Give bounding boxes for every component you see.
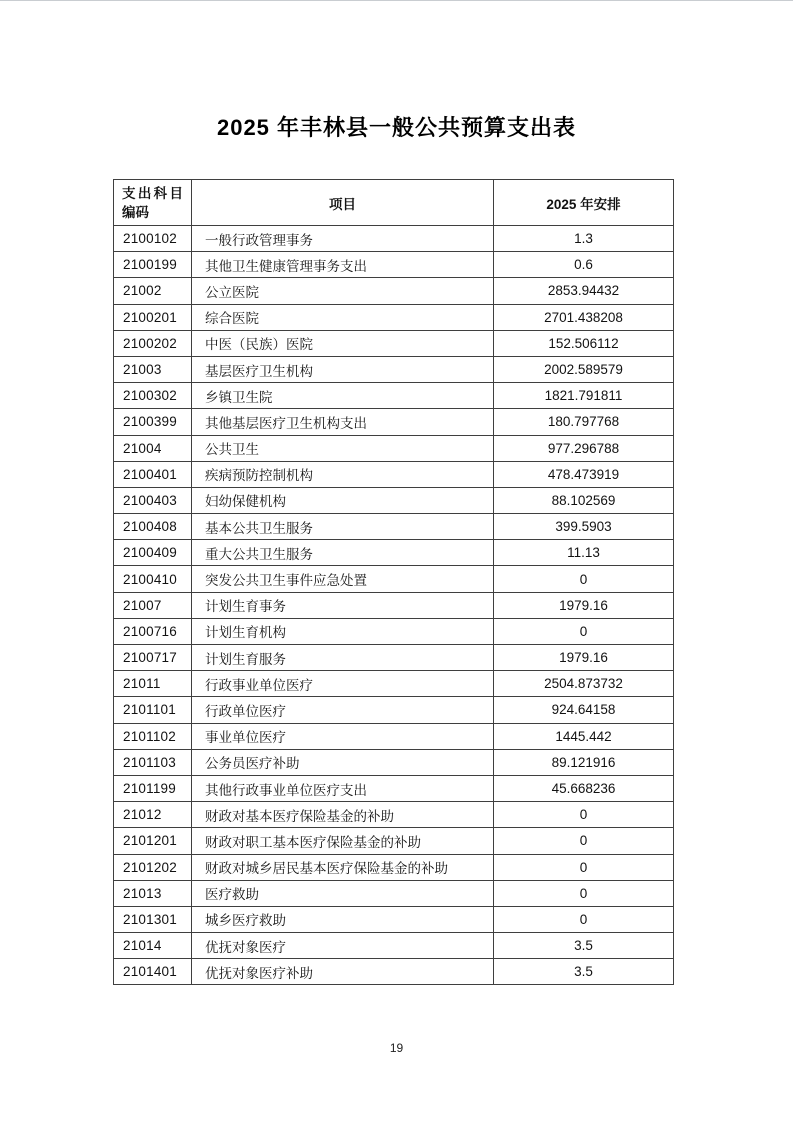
cell-expenditure-code: 2100409: [114, 540, 192, 566]
table-row: [114, 409, 674, 435]
cell-expenditure-code: 2100403: [114, 487, 192, 513]
cell-expenditure-code: 2101201: [114, 828, 192, 854]
cell-item: 其他基层医疗卫生机构支出: [192, 409, 494, 435]
cell-amount: 89.121916: [494, 749, 674, 775]
cell-item: 公共卫生: [192, 435, 494, 461]
cell-item: 基本公共卫生服务: [192, 514, 494, 540]
table-row: [114, 645, 674, 671]
table-row: [114, 880, 674, 906]
cell-item: 事业单位医疗: [192, 723, 494, 749]
table-row: [114, 566, 674, 592]
cell-expenditure-code: 21013: [114, 880, 192, 906]
table-row: [114, 775, 674, 801]
cell-item: 综合医院: [192, 304, 494, 330]
table-row: [114, 933, 674, 959]
cell-expenditure-code: 2101102: [114, 723, 192, 749]
cell-item: 乡镇卫生院: [192, 383, 494, 409]
cell-item: 优抚对象医疗: [192, 933, 494, 959]
table-row: [114, 540, 674, 566]
table-row: [114, 383, 674, 409]
cell-expenditure-code: 21014: [114, 933, 192, 959]
page-number: 19: [389, 1041, 404, 1055]
cell-expenditure-code: 21011: [114, 671, 192, 697]
cell-expenditure-code: 2100410: [114, 566, 192, 592]
table-row: [114, 278, 674, 304]
cell-amount: 3.5: [494, 933, 674, 959]
cell-expenditure-code: 2100302: [114, 383, 192, 409]
cell-amount: 478.473919: [494, 461, 674, 487]
cell-amount: 0: [494, 802, 674, 828]
cell-item: 城乡医疗救助: [192, 906, 494, 932]
cell-amount: 0: [494, 566, 674, 592]
header-amount-2025: 2025 年安排: [494, 180, 674, 226]
cell-expenditure-code: 2100716: [114, 618, 192, 644]
cell-amount: 977.296788: [494, 435, 674, 461]
cell-expenditure-code: 2100399: [114, 409, 192, 435]
cell-item: 财政对基本医疗保险基金的补助: [192, 802, 494, 828]
cell-amount: 0: [494, 618, 674, 644]
cell-amount: 0: [494, 880, 674, 906]
cell-item: 计划生育事务: [192, 592, 494, 618]
table-row: [114, 304, 674, 330]
cell-amount: 2002.589579: [494, 356, 674, 382]
table-row: [114, 854, 674, 880]
table-row: [114, 461, 674, 487]
table-row: [114, 487, 674, 513]
table-row: [114, 671, 674, 697]
cell-expenditure-code: 2100401: [114, 461, 192, 487]
header-expenditure-code-line1: 支出科目: [122, 185, 183, 201]
cell-amount: 1445.442: [494, 723, 674, 749]
cell-expenditure-code: 21012: [114, 802, 192, 828]
budget-table: [113, 179, 674, 985]
cell-amount: 399.5903: [494, 514, 674, 540]
table-row: [114, 749, 674, 775]
cell-item: 疾病预防控制机构: [192, 461, 494, 487]
cell-item: 财政对城乡居民基本医疗保险基金的补助: [192, 854, 494, 880]
table-row: [114, 906, 674, 932]
cell-item: 其他卫生健康管理事务支出: [192, 252, 494, 278]
cell-item: 优抚对象医疗补助: [192, 959, 494, 985]
cell-amount: 152.506112: [494, 330, 674, 356]
cell-item: 重大公共卫生服务: [192, 540, 494, 566]
cell-item: 突发公共卫生事件应急处置: [192, 566, 494, 592]
cell-amount: 0.6: [494, 252, 674, 278]
table-row: [114, 618, 674, 644]
cell-amount: 1821.791811: [494, 383, 674, 409]
cell-item: 基层医疗卫生机构: [192, 356, 494, 382]
header-expenditure-code: [114, 180, 192, 226]
cell-expenditure-code: 2100202: [114, 330, 192, 356]
table-row: [114, 828, 674, 854]
cell-amount: 45.668236: [494, 775, 674, 801]
table-row: [114, 435, 674, 461]
page-title: 2025 年丰林县一般公共预算支出表: [216, 115, 577, 140]
cell-expenditure-code: 2100717: [114, 645, 192, 671]
cell-amount: 2504.873732: [494, 671, 674, 697]
cell-expenditure-code: 2101301: [114, 906, 192, 932]
cell-amount: 924.64158: [494, 697, 674, 723]
cell-item: 医疗救助: [192, 880, 494, 906]
table-row: [114, 252, 674, 278]
cell-item: 妇幼保健机构: [192, 487, 494, 513]
cell-amount: 2701.438208: [494, 304, 674, 330]
cell-item: 计划生育服务: [192, 645, 494, 671]
cell-amount: 1.3: [494, 226, 674, 252]
cell-item: 行政事业单位医疗: [192, 671, 494, 697]
cell-expenditure-code: 2100102: [114, 226, 192, 252]
cell-amount: 1979.16: [494, 592, 674, 618]
cell-item: 其他行政事业单位医疗支出: [192, 775, 494, 801]
table-row: [114, 959, 674, 985]
table-row: [114, 723, 674, 749]
cell-amount: 0: [494, 906, 674, 932]
cell-amount: 0: [494, 828, 674, 854]
cell-expenditure-code: 21003: [114, 356, 192, 382]
table-row: [114, 356, 674, 382]
cell-amount: 1979.16: [494, 645, 674, 671]
cell-expenditure-code: 2101103: [114, 749, 192, 775]
cell-expenditure-code: 2101401: [114, 959, 192, 985]
cell-amount: 11.13: [494, 540, 674, 566]
cell-item: 中医（民族）医院: [192, 330, 494, 356]
cell-expenditure-code: 21004: [114, 435, 192, 461]
cell-amount: 2853.94432: [494, 278, 674, 304]
cell-amount: 3.5: [494, 959, 674, 985]
cell-item: 一般行政管理事务: [192, 226, 494, 252]
cell-expenditure-code: 2101101: [114, 697, 192, 723]
cell-item: 公立医院: [192, 278, 494, 304]
cell-item: 财政对职工基本医疗保险基金的补助: [192, 828, 494, 854]
cell-expenditure-code: 21002: [114, 278, 192, 304]
header-expenditure-code-line2: 编码: [122, 204, 149, 220]
table-row: [114, 802, 674, 828]
cell-item: 计划生育机构: [192, 618, 494, 644]
cell-expenditure-code: 2101202: [114, 854, 192, 880]
cell-item: 公务员医疗补助: [192, 749, 494, 775]
cell-expenditure-code: 2100408: [114, 514, 192, 540]
cell-amount: 0: [494, 854, 674, 880]
cell-expenditure-code: 21007: [114, 592, 192, 618]
cell-amount: 180.797768: [494, 409, 674, 435]
table-row: [114, 514, 674, 540]
table-row: [114, 697, 674, 723]
header-item: 项目: [192, 180, 494, 226]
cell-expenditure-code: 2101199: [114, 775, 192, 801]
table-row: [114, 226, 674, 252]
table-row: [114, 330, 674, 356]
cell-amount: 88.102569: [494, 487, 674, 513]
cell-expenditure-code: 2100199: [114, 252, 192, 278]
table-header-row: [114, 180, 674, 226]
table-body: [114, 226, 674, 985]
cell-expenditure-code: 2100201: [114, 304, 192, 330]
cell-item: 行政单位医疗: [192, 697, 494, 723]
table-row: [114, 592, 674, 618]
